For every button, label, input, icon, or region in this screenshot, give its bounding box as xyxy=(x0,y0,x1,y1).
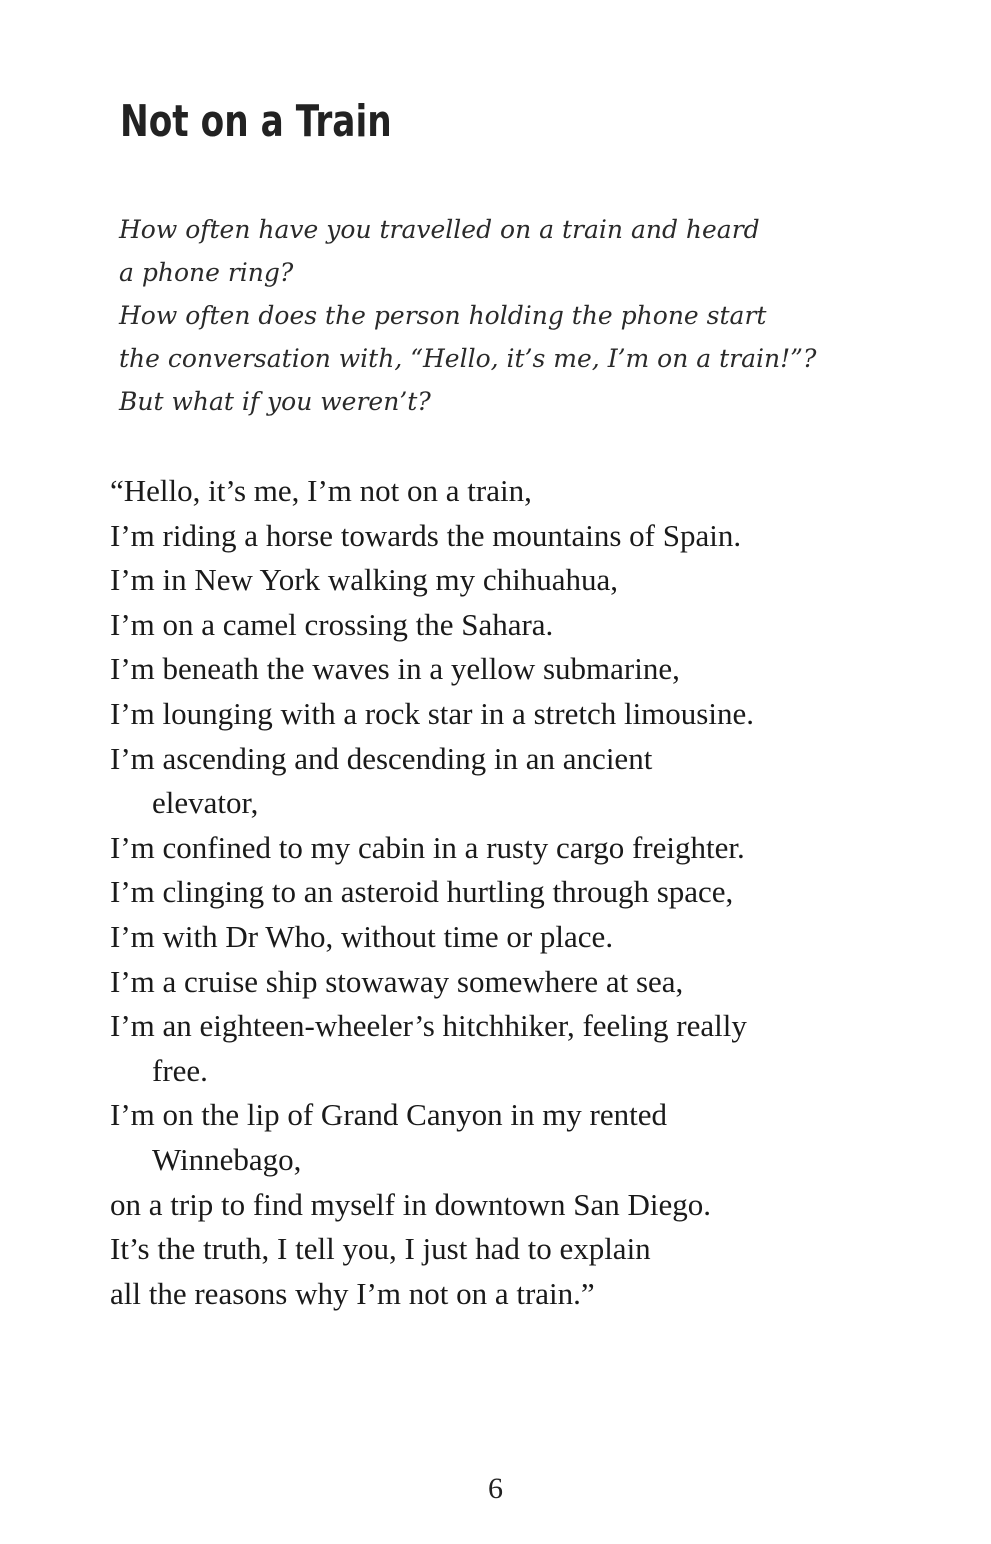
poem-line: I’m a cruise ship stowaway somewhere at sea, xyxy=(110,963,684,999)
poem-line: on a trip to find myself in downtown San Diego. xyxy=(110,1186,711,1222)
poem-line: free. xyxy=(152,1052,208,1088)
poem-line: I’m with Dr Who, without time or place. xyxy=(110,918,614,954)
poem-body xyxy=(110,469,910,1316)
intro-line: How often does the person holding the phone start xyxy=(119,301,767,330)
poem-line: I’m confined to my cabin in a rusty cargo freighter. xyxy=(110,829,745,865)
poem-line: I’m riding a horse towards the mountains of Spain. xyxy=(110,517,742,553)
poem-line: I’m an eighteen-wheeler’s hitchhiker, feeling really xyxy=(110,1008,747,1044)
page-number: 6 xyxy=(488,1472,503,1505)
poem-line: I’m on the lip of Grand Canyon in my rented xyxy=(110,1097,668,1133)
intro-line: How often have you travelled on a train and heard xyxy=(119,215,760,244)
poem-line: “Hello, it’s me, I’m not on a train, xyxy=(110,473,532,508)
poem-line: I’m in New York walking my chihuahua, xyxy=(110,562,618,598)
poem-line: I’m ascending and descending in an ancient xyxy=(110,740,653,776)
poem-title: Not on a Train xyxy=(120,96,392,147)
poem-line: Winnebago, xyxy=(152,1141,302,1177)
poem-line: all the reasons why I’m not on a train.” xyxy=(110,1275,595,1311)
poem-line: I’m beneath the waves in a yellow submarine, xyxy=(110,651,680,687)
intro-line: a phone ring? xyxy=(119,258,294,287)
poem-line: I’m on a camel crossing the Sahara. xyxy=(110,606,554,642)
intro-line: But what if you weren’t? xyxy=(119,387,431,416)
poem-line: I’m lounging with a rock star in a stretch limousine. xyxy=(110,695,754,731)
poem-line: elevator, xyxy=(152,785,259,821)
poem-line: It’s the truth, I tell you, I just had to explain xyxy=(110,1231,651,1267)
intro-paragraph xyxy=(119,208,839,423)
poem-line: I’m clinging to an asteroid hurtling through space, xyxy=(110,874,734,910)
intro-line: the conversation with, “Hello, it’s me, I’m on a train!”? xyxy=(119,344,817,373)
